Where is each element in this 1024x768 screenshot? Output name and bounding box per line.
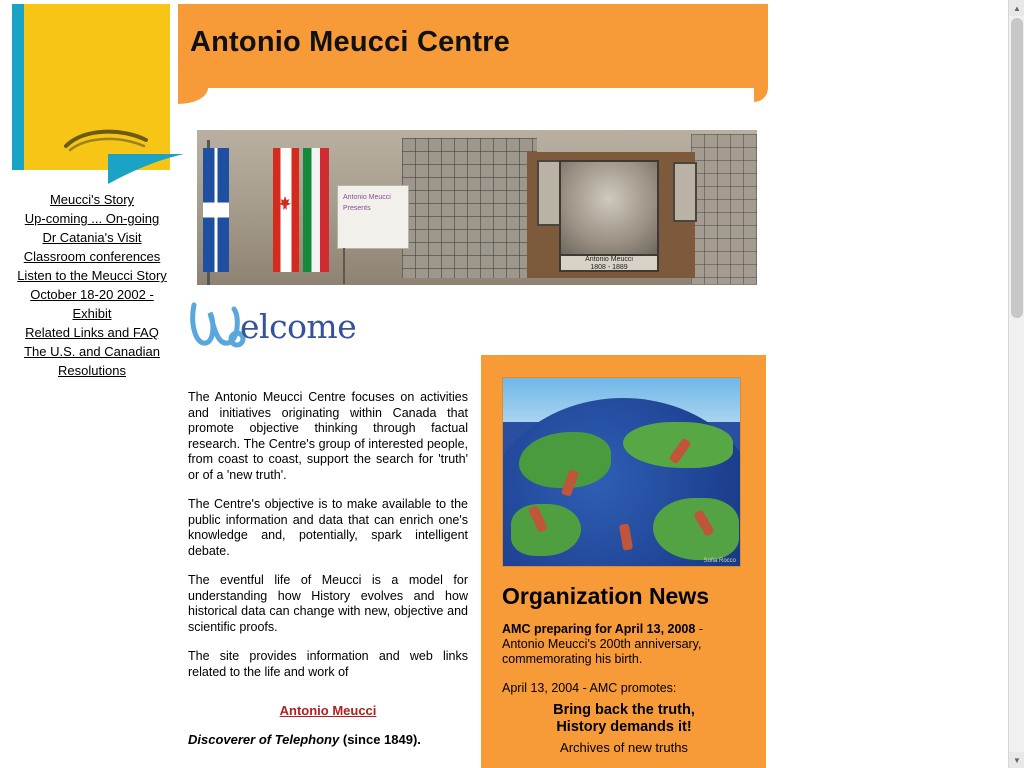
- photo-flag-quebec: [203, 148, 229, 272]
- news-item-2: [502, 681, 746, 755]
- intro-paragraph-3: The eventful life of Meucci is a model for understanding how History evolves and how historical data can change with new, objective and scientific proofs.: [188, 573, 468, 634]
- meucci-tagline-since: (since 1849).: [342, 732, 421, 747]
- news-slogan-line-2: History demands it!: [556, 719, 692, 735]
- globe-artwork: [502, 377, 741, 567]
- artwork-landmass-4: [653, 498, 739, 560]
- photo-small-frame-right: [673, 162, 697, 222]
- photo-flag-italy: [303, 148, 329, 272]
- nav-item-meuccis-story[interactable]: [12, 190, 172, 209]
- welcome-text: elcome: [240, 307, 357, 346]
- nav-link-classroom-conferences[interactable]: Classroom conferences: [23, 249, 161, 264]
- nav-item-dr-catania-visit[interactable]: [12, 228, 172, 247]
- photo-grid-panel-right: [691, 134, 757, 284]
- news-slogan-line-1: Bring back the truth,: [553, 702, 695, 718]
- nav-link-meuccis-story[interactable]: Meucci's Story: [49, 192, 135, 207]
- meucci-tagline-title: Discoverer of Telephony: [188, 732, 340, 747]
- left-column: [12, 4, 170, 380]
- photo-flag-canada: [273, 148, 299, 272]
- news-subline: Archives of new truths: [560, 740, 688, 755]
- organization-news-panel: [481, 355, 766, 768]
- page-title-banner: [178, 4, 768, 88]
- logo-swoosh-icon: [64, 126, 148, 152]
- intro-paragraph-2: The Centre's objective is to make available to the public information and data that can enrich one's knowledge and, potentially, spark intelligent debate.: [188, 497, 468, 558]
- antonio-meucci-link[interactable]: Antonio Meucci: [279, 703, 377, 718]
- photo-portrait-caption-dates: 1808 - 1889: [590, 264, 628, 271]
- photo-portrait-caption-name: Antonio Meucci: [585, 256, 633, 263]
- nav-link-us-canadian-resolutions[interactable]: The U.S. and Canadian Resolutions: [24, 344, 160, 378]
- page-scrollbar[interactable]: [1008, 0, 1024, 768]
- intro-text-block: [188, 390, 468, 747]
- nav-link-dr-catania-visit[interactable]: Dr Catania's Visit: [42, 230, 142, 245]
- photo-meucci-portrait: [559, 160, 659, 256]
- page-title: Antonio Meucci Centre: [190, 26, 510, 58]
- welcome-wordmark: [188, 299, 778, 353]
- antonio-meucci-link-row[interactable]: [188, 702, 468, 720]
- artwork-signature: Sofia Rocco: [703, 558, 736, 564]
- news-slogan: [502, 702, 746, 736]
- scroll-down-arrow-icon[interactable]: ▼: [1009, 752, 1024, 768]
- news-item-2-rest: April 13, 2004 - AMC promotes:: [502, 681, 677, 695]
- nav-item-october-exhibit[interactable]: [12, 285, 172, 323]
- scroll-up-arrow-icon[interactable]: ▲: [1009, 0, 1024, 16]
- sidebar-nav: [12, 190, 172, 380]
- nav-link-october-exhibit[interactable]: October 18-20 2002 - Exhibit: [30, 287, 154, 321]
- banner-tail: [754, 88, 768, 102]
- nav-item-us-canadian-resolutions[interactable]: [12, 342, 172, 380]
- photo-portrait-caption: [559, 256, 659, 272]
- nav-link-upcoming[interactable]: Up-coming ... On-going: [24, 211, 160, 226]
- photo-easel-leg: [343, 248, 345, 284]
- photo-grid-panel: [402, 138, 537, 278]
- right-gutter: [992, 0, 1008, 768]
- news-item-1-lead: AMC preparing for April 13, 2008: [502, 622, 696, 636]
- main-column: [178, 4, 778, 353]
- welcome-w-icon: [188, 299, 248, 353]
- organization-news-title: Organization News: [502, 583, 710, 609]
- logo-wedge-icon: [108, 154, 184, 184]
- amc-logo: [12, 4, 170, 170]
- meucci-tagline: [188, 732, 468, 747]
- nav-item-classroom-conferences[interactable]: [12, 247, 172, 266]
- nav-link-related-links-faq[interactable]: Related Links and FAQ: [25, 325, 159, 340]
- nav-item-related-links-faq[interactable]: [12, 323, 172, 342]
- nav-link-listen-meucci-story[interactable]: Listen to the Meucci Story: [17, 268, 167, 283]
- intro-paragraph-4: The site provides information and web links related to the life and work of: [188, 649, 468, 679]
- scrollbar-thumb[interactable]: [1011, 18, 1023, 318]
- exhibit-photo: [197, 130, 757, 285]
- news-item-1: [502, 622, 746, 667]
- nav-item-listen-meucci-story[interactable]: [12, 266, 172, 285]
- intro-paragraph-1: The Antonio Meucci Centre focuses on activities and initiatives originating within Canada that promote objective thinking through factual research. The Centre's group of interested people, from coast to coast, support the search for 'truth' or of a 'new truth'.: [188, 390, 468, 482]
- nav-item-upcoming[interactable]: [12, 209, 172, 228]
- photo-whiteboard-text: Antonio Meucci Presents: [343, 194, 391, 212]
- banner-notch: [178, 88, 208, 104]
- photo-small-frame-left: [537, 160, 561, 226]
- news-item-1-rest: - Antonio Meucci's 200th anniversary, commemorating his birth.: [502, 622, 703, 666]
- logo-cyan-bar: [12, 4, 24, 170]
